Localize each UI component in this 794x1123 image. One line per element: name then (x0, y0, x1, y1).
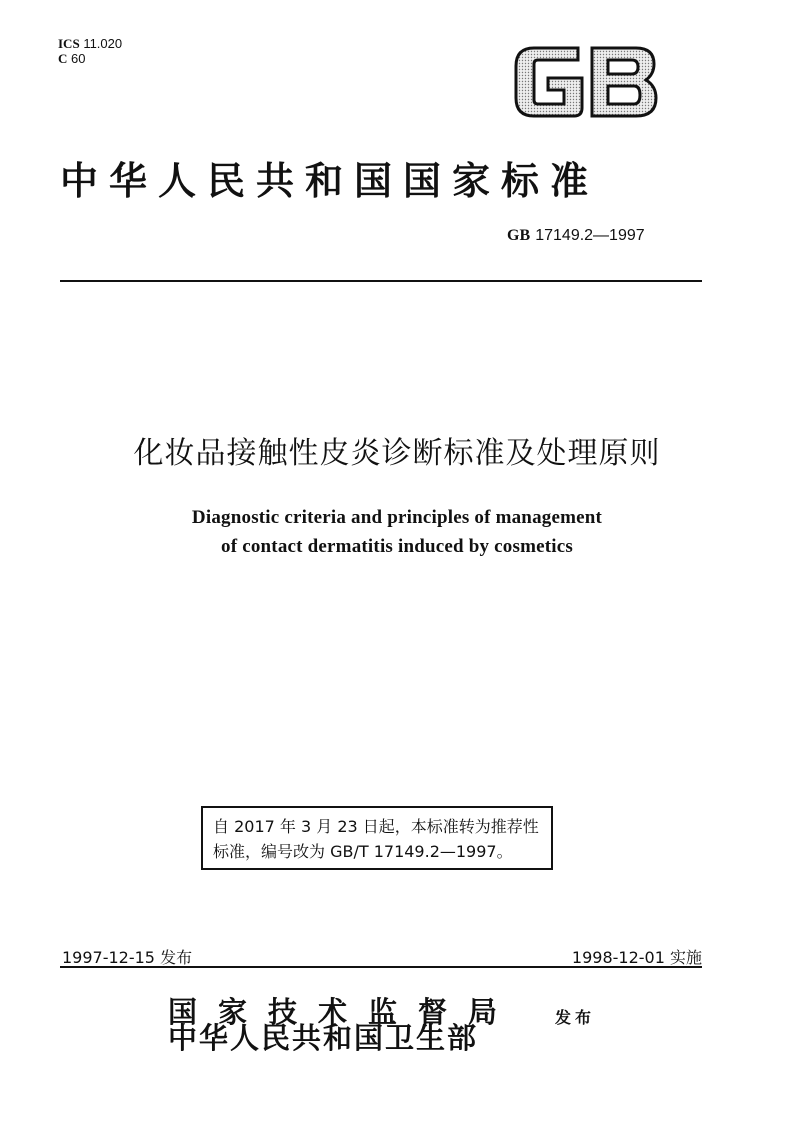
publish-date: 1997-12-15 发布 (62, 948, 193, 967)
implementation-date: 1998-12-01 实施 (571, 948, 702, 967)
issuer-2: 中华人民共和国卫生部 (168, 1021, 479, 1055)
issuer-1: 国家技术监督局 (168, 995, 519, 1029)
standard-code: 17149.2—1997 (535, 227, 645, 244)
title-english-line-2: of contact dermatitis induced by cosmetics (221, 536, 573, 557)
standard-prefix: GB (507, 227, 531, 244)
classification-codes (58, 36, 122, 66)
header-divider (60, 280, 702, 282)
notice-line-2: 标准，编号改为 GB/T 17149.2—1997。 (213, 842, 513, 861)
publish-label: 发布 (555, 1008, 596, 1027)
ccs-code: 60 (71, 51, 86, 66)
dates-divider (60, 966, 702, 968)
standard-number (507, 225, 645, 245)
gb-logo (512, 44, 660, 120)
ccs-label: C (58, 51, 68, 66)
document-title-chinese: 化妆品接触性皮炎诊断标准及处理原则 (133, 436, 661, 471)
notice-line-1: 自 2017 年 3 月 23 日起，本标准转为推荐性 (213, 817, 539, 836)
ics-code: 11.020 (83, 36, 123, 51)
title-english-line-1: Diagnostic criteria and principles of management (191, 507, 603, 528)
ics-label: ICS (58, 36, 80, 51)
status-notice-box (201, 806, 553, 870)
organization-title: 中华人民共和国国家标准 (60, 158, 600, 203)
document-title-english (0, 503, 794, 561)
